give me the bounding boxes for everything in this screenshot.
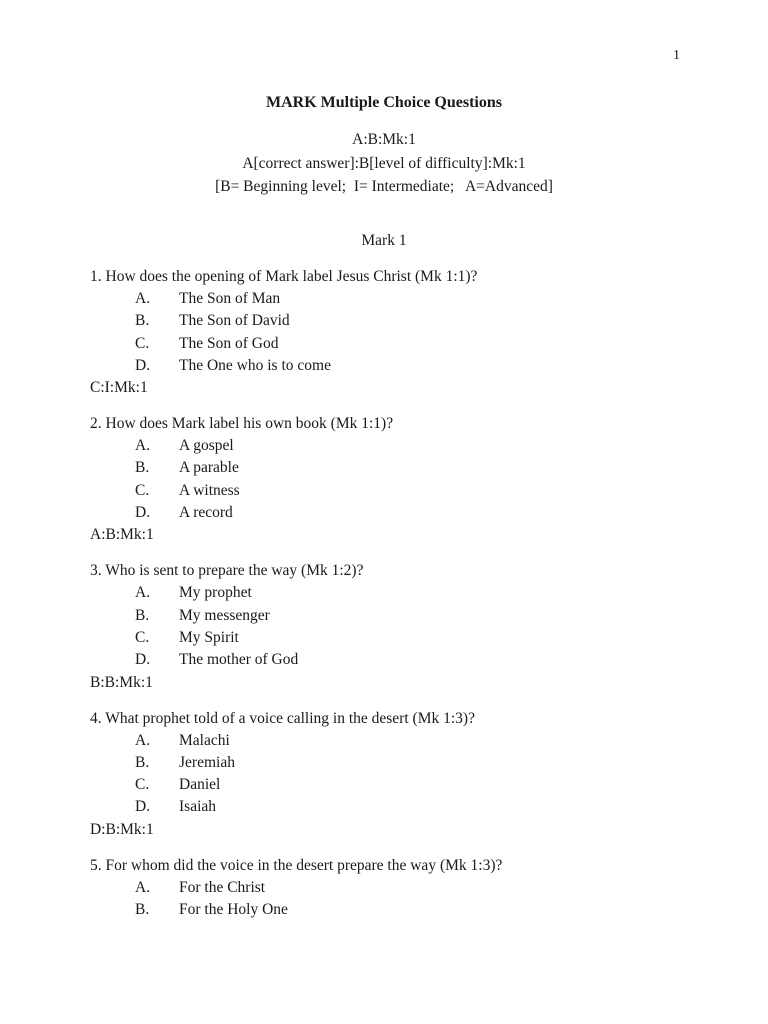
question-text: 2. How does Mark label his own book (Mk 1:1)? — [90, 415, 394, 433]
document-title: MARK Multiple Choice Questions — [266, 94, 502, 111]
option-text: Jeremiah — [179, 753, 235, 771]
answer-option — [90, 502, 690, 524]
page-number: 1 — [673, 48, 680, 63]
option-text: My prophet — [179, 584, 252, 602]
option-letter: B. — [135, 606, 150, 624]
option-letter: A. — [135, 731, 151, 749]
answer-option — [90, 457, 690, 479]
option-letter: B. — [135, 312, 150, 330]
option-letter: B. — [135, 901, 150, 919]
option-letter: A. — [135, 437, 151, 455]
option-letter: C. — [135, 481, 150, 499]
answer-code: D:B:Mk:1 — [90, 820, 154, 838]
option-text: Malachi — [179, 731, 230, 749]
answer-code: A:B:Mk:1 — [90, 526, 154, 544]
option-text: A record — [179, 504, 233, 522]
option-text: The mother of God — [179, 651, 299, 669]
option-text: A witness — [179, 481, 240, 499]
option-letter: D. — [135, 651, 151, 669]
question-text: 4. What prophet told of a voice calling in the desert (Mk 1:3)? — [90, 709, 475, 727]
option-text: The Son of David — [179, 312, 290, 330]
answer-option — [90, 796, 690, 818]
option-text: For the Holy One — [179, 901, 288, 919]
option-text: My messenger — [179, 606, 270, 624]
answer-option — [90, 605, 690, 627]
option-text: The Son of God — [179, 334, 279, 352]
answer-option — [90, 627, 690, 649]
answer-code: C:I:Mk:1 — [90, 379, 148, 397]
question-text: 3. Who is sent to prepare the way (Mk 1:2)? — [90, 562, 364, 580]
question-text: 1. How does the opening of Mark label Jesus Christ (Mk 1:1)? — [90, 268, 478, 285]
option-letter: D. — [135, 356, 151, 374]
option-text: Isaiah — [179, 798, 217, 816]
option-letter: D. — [135, 504, 151, 522]
option-letter: D. — [135, 798, 151, 816]
option-letter: A. — [135, 290, 151, 307]
option-text: The Son of Man — [179, 290, 281, 307]
question-list — [90, 266, 690, 935]
answer-code: B:B:Mk:1 — [90, 673, 153, 691]
option-letter: C. — [135, 334, 150, 352]
option-text: My Spirit — [179, 628, 239, 646]
answer-option — [90, 435, 690, 457]
answer-option — [90, 899, 690, 921]
question-item — [90, 413, 690, 546]
legend-line-2: A[correct answer]:B[level of difficulty]:Mk:1 — [242, 154, 526, 172]
question-item — [90, 560, 690, 693]
answer-option — [90, 333, 690, 355]
question-item — [90, 266, 690, 399]
option-text: The One who is to come — [179, 356, 331, 374]
answer-option — [90, 649, 690, 671]
option-letter: B. — [135, 459, 150, 477]
question-text: 5. For whom did the voice in the desert prepare the way (Mk 1:3)? — [90, 856, 503, 874]
legend-line-3: [B= Beginning level; I= Intermediate; A=Advanced] — [215, 178, 553, 195]
answer-option — [90, 480, 690, 502]
option-letter: A. — [135, 878, 151, 896]
legend-line-1: A:B:Mk:1 — [352, 131, 416, 148]
answer-option — [90, 288, 690, 310]
answer-option — [90, 752, 690, 774]
answer-option — [90, 730, 690, 752]
question-item — [90, 708, 690, 841]
answer-option — [90, 355, 690, 377]
answer-option — [90, 774, 690, 796]
option-letter: C. — [135, 776, 150, 794]
option-text: Daniel — [179, 776, 221, 794]
option-text: A parable — [179, 459, 239, 477]
answer-option — [90, 582, 690, 604]
option-text: For the Christ — [179, 878, 266, 896]
answer-option — [90, 877, 690, 899]
option-letter: C. — [135, 628, 150, 646]
section-heading: Mark 1 — [361, 232, 407, 249]
answer-option — [90, 310, 690, 332]
question-item — [90, 855, 690, 922]
option-letter: A. — [135, 584, 151, 602]
option-letter: B. — [135, 753, 150, 771]
answer-code-legend — [0, 128, 768, 199]
option-text: A gospel — [179, 437, 234, 455]
